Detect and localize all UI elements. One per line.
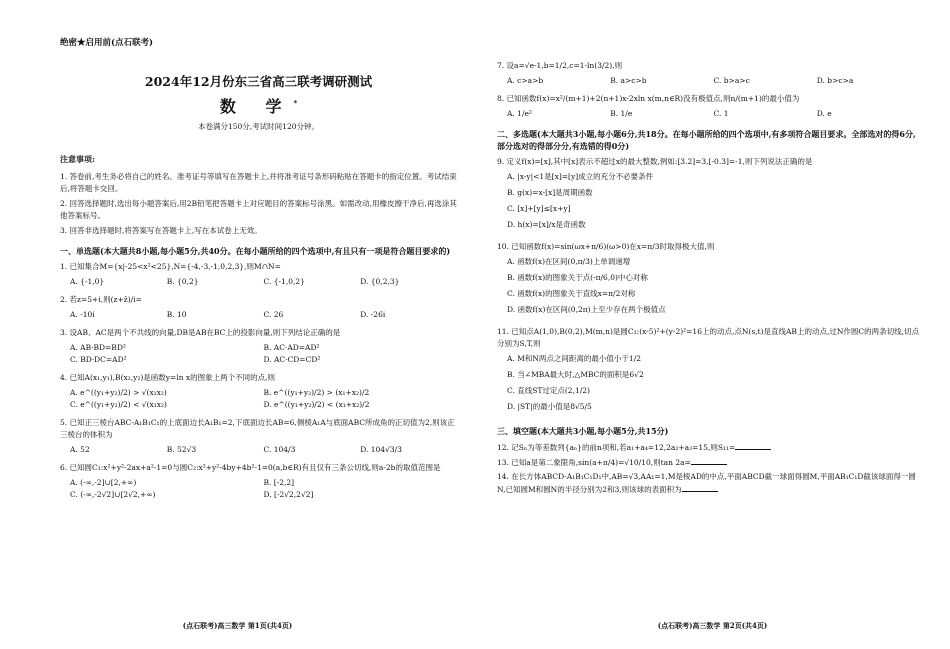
option: A. 1/e² <box>507 109 532 118</box>
option: C. BD·DC=AD² <box>70 355 127 364</box>
note-1: 1. 答卷前,考生务必将自己的姓名、准考证号等填写在答题卡上,并将准考证号条形码粘贴在答题卡的指定位置。考试结束后,将答题卡交回。 <box>60 172 457 193</box>
option: A. 函数f(x)在区间(0,π/3)上单调递增 <box>507 257 631 266</box>
question-9-options <box>507 171 920 235</box>
option: A. {-1,0} <box>70 277 105 286</box>
option: B. g(x)=x-[x]是周期函数 <box>507 188 593 197</box>
option: C. (-∞,-2√2]∪[2√2,+∞) <box>70 490 156 499</box>
option: B. e^((y₁+y₂)/2) > (x₁+x₂)/2 <box>263 388 370 397</box>
option: D. [-2√2,2√2] <box>263 490 314 499</box>
question-10: 10. 已知函数f(x)=sin(ωx+π/6)(ω>0)在x=π/3时取得极大值,则 <box>497 242 715 251</box>
option: C. e^((y₁+y₂)/2) < √(x₁x₂) <box>70 400 167 409</box>
question-1-options <box>70 276 457 288</box>
option: D. AC·CD=CD² <box>263 355 321 364</box>
option: D. {0,2,3} <box>360 277 400 286</box>
option: C. 26 <box>263 310 284 319</box>
exam-title: 2024年12月份东三省高三联考调研测试 <box>144 74 373 89</box>
question-5-options <box>70 444 457 456</box>
option: A. 52 <box>70 445 90 454</box>
option: A. |x-y|<1是[x]=[y]成立的充分不必要条件 <box>507 172 654 181</box>
page-footer: (点石联考)高三数学 第2页(共4页) <box>657 621 768 630</box>
option: D. e^((y₁+y₂)/2) < (x₁+x₂)/2 <box>263 400 370 409</box>
question-6: 6. 已知圆C₁:x²+y²-2ax+a²-1=0与圆C₂:x²+y²-4by+4b²-1=0(a,b∈R)有且仅有三条公切线,则a-2b的取值范围是 <box>60 463 441 472</box>
option: D. e <box>816 109 832 118</box>
note-2: 2. 回答选择题时,选出每小题答案后,用2B铅笔把答题卡上对应题目的答案标号涂黑。如需改动,用橡皮擦干净后,再选涂其他答案标号。 <box>60 199 457 220</box>
exam-meta: 本卷满分150分,考试时间120分钟。 <box>197 122 319 131</box>
option: B. 10 <box>166 310 187 319</box>
option: A. (-∞,-2]∪[2,+∞) <box>70 478 137 487</box>
section-single-choice: 一、单选题(本大题共8小题,每小题5分,共40分。在每小题所给的四个选项中,有且只有一项是符合题目要求的) <box>60 246 451 256</box>
question-14-text: 14. 在长方体ABCD-A₁B₁C₁D₁中,AB=√3,AA₁=1,M是棱AD的中点,平面ABCD截一球面得圆M,平面AB₁C₁D截该球面得一圆N,已知圆M和圆N的半径分别为2和3,则该球的表面积为 <box>497 472 916 494</box>
section-multi-choice: 二、多选题(本大题共3小题,每小题6分,共18分。在每小题所给的四个选项中,有多项符合题目要求。全部选对的得6分,部分选对的得部分分,有选错的得0分) <box>497 129 916 151</box>
option: C. 104/3 <box>263 445 296 454</box>
option: C. {-1,0,2} <box>263 277 305 286</box>
option: C. [x]+[y]≤[x+y] <box>507 204 571 213</box>
option: A. c>a>b <box>507 76 544 85</box>
question-8: 8. 已知函数f(x)=x²/(m+1)+2(n+1)x-2xln x(m,n∈R)没有极值点,则n/(m+1)的最小值为 <box>497 94 800 103</box>
question-3: 3. 设AB、AC是两个不共线的向量,DB是AB在BC上的投影向量,则下列结论正确的是 <box>60 328 341 337</box>
question-11: 11. 已知点A(1,0),B(0,2),M(m,n)是圆C₁:(x-5)²+(y-2)²=16上的动点,点N(s,t)是直线AB上的动点,过N作圆C的两条切线,切点分别为S,T,则 <box>497 327 920 348</box>
question-3-options <box>70 342 457 366</box>
option: A. -10i <box>70 310 95 319</box>
option: B. {0,2} <box>166 277 199 286</box>
question-12-text: 12. 记Sₙ为等差数列{aₙ}的前n项和,若a₁+a₄=12,2a₂+a₃=15,则S₁₁= <box>497 443 736 452</box>
option: C. 函数f(x)的图象关于直线x=π/2对称 <box>507 289 636 298</box>
note-3: 3. 回答非选择题时,将答案写在答题卡上,写在本试卷上无效。 <box>60 226 262 235</box>
option: B. AC·AD=AD² <box>263 343 320 352</box>
option: D. |ST|的最小值是8√5/5 <box>507 402 592 411</box>
option: A. AB·BD=BD² <box>70 343 126 352</box>
section-fill-in: 三、填空题(本大题共3小题,每小题5分,共15分) <box>497 426 669 436</box>
option: B. [-2,2] <box>263 478 295 487</box>
option: B. a>c>b <box>610 76 647 85</box>
page-footer: (点石联考)高三数学 第1页(共4页) <box>182 621 293 630</box>
option: D. h(x)=[x]/x是奇函数 <box>507 220 586 229</box>
option: D. 104√3/3 <box>360 445 402 454</box>
notes-heading: 注意事项: <box>60 154 95 164</box>
subject-text: 数 学 <box>219 97 294 116</box>
question-11-options <box>507 353 920 417</box>
option: A. e^((y₁+y₂)/2) > √(x₁x₂) <box>70 388 167 397</box>
question-9: 9. 定义f(x)=[x],其中[x]表示不超过x的最大整数,例如:[3.2]=3,[-0.3]=-1,则下列说法正确的是 <box>497 157 813 166</box>
question-1: 1. 已知集合M={x|-25<x²<25},N={-4,-3,-1,0,2,3},则M∩N= <box>60 262 281 271</box>
question-2: 2. 若z=5+i,则(z+z̄)/i= <box>60 295 142 304</box>
subject-mark: * <box>293 98 298 108</box>
option: B. 函数f(x)的图象关于点(-π/6,0)中心对称 <box>507 273 648 282</box>
question-10-options <box>507 256 920 320</box>
answer-blank <box>691 456 727 465</box>
question-5: 5. 已知正三棱台ABC-A₁B₁C₁的上底面边长A₁B₁=2,下底面边长AB=6,侧棱A₁A与底面ABC所成角的正切值为2,则该正三棱台的体积为 <box>60 418 455 439</box>
option: D. 函数f(x)在区间(0,2π)上至少存在两个极值点 <box>507 305 666 314</box>
question-4: 4. 已知A(x₁,y₁),B(x₂,y₂)是函数y=ln x的图象上两个不同的点,则 <box>60 373 276 382</box>
option: B. 1/e <box>610 109 633 118</box>
option: C. 直线ST过定点(2,1/2) <box>507 386 590 395</box>
option: B. 当∠MBA最大时,△MBC的面积是6√2 <box>507 370 644 379</box>
question-6-options <box>70 477 457 501</box>
option: C. b>a>c <box>713 76 750 85</box>
option: C. 1 <box>713 109 729 118</box>
option: D. b>c>a <box>816 76 854 85</box>
question-12 <box>497 441 920 454</box>
question-7: 7. 设a=√e-1,b=1/2,c=1-ln(3/2),则 <box>497 61 623 70</box>
question-7-options <box>507 75 920 87</box>
confidential-label: 绝密★启用前(点石联考) <box>60 38 154 48</box>
question-2-options <box>70 309 457 321</box>
option: B. 52√3 <box>166 445 197 454</box>
question-8-options <box>507 108 920 120</box>
question-14 <box>497 471 920 496</box>
answer-blank <box>682 483 718 492</box>
right-page <box>475 0 950 649</box>
question-13 <box>497 456 920 469</box>
option: A. M和N两点之间距离的最小值小于1/2 <box>507 354 641 363</box>
question-4-options <box>70 387 457 411</box>
answer-blank <box>735 441 771 450</box>
exam-subject <box>60 94 457 117</box>
option: D. -26i <box>360 310 386 319</box>
question-13-text: 13. 已知a是第二象限角,sin(a+π/4)=√10/10,则tan 2a= <box>497 458 691 467</box>
